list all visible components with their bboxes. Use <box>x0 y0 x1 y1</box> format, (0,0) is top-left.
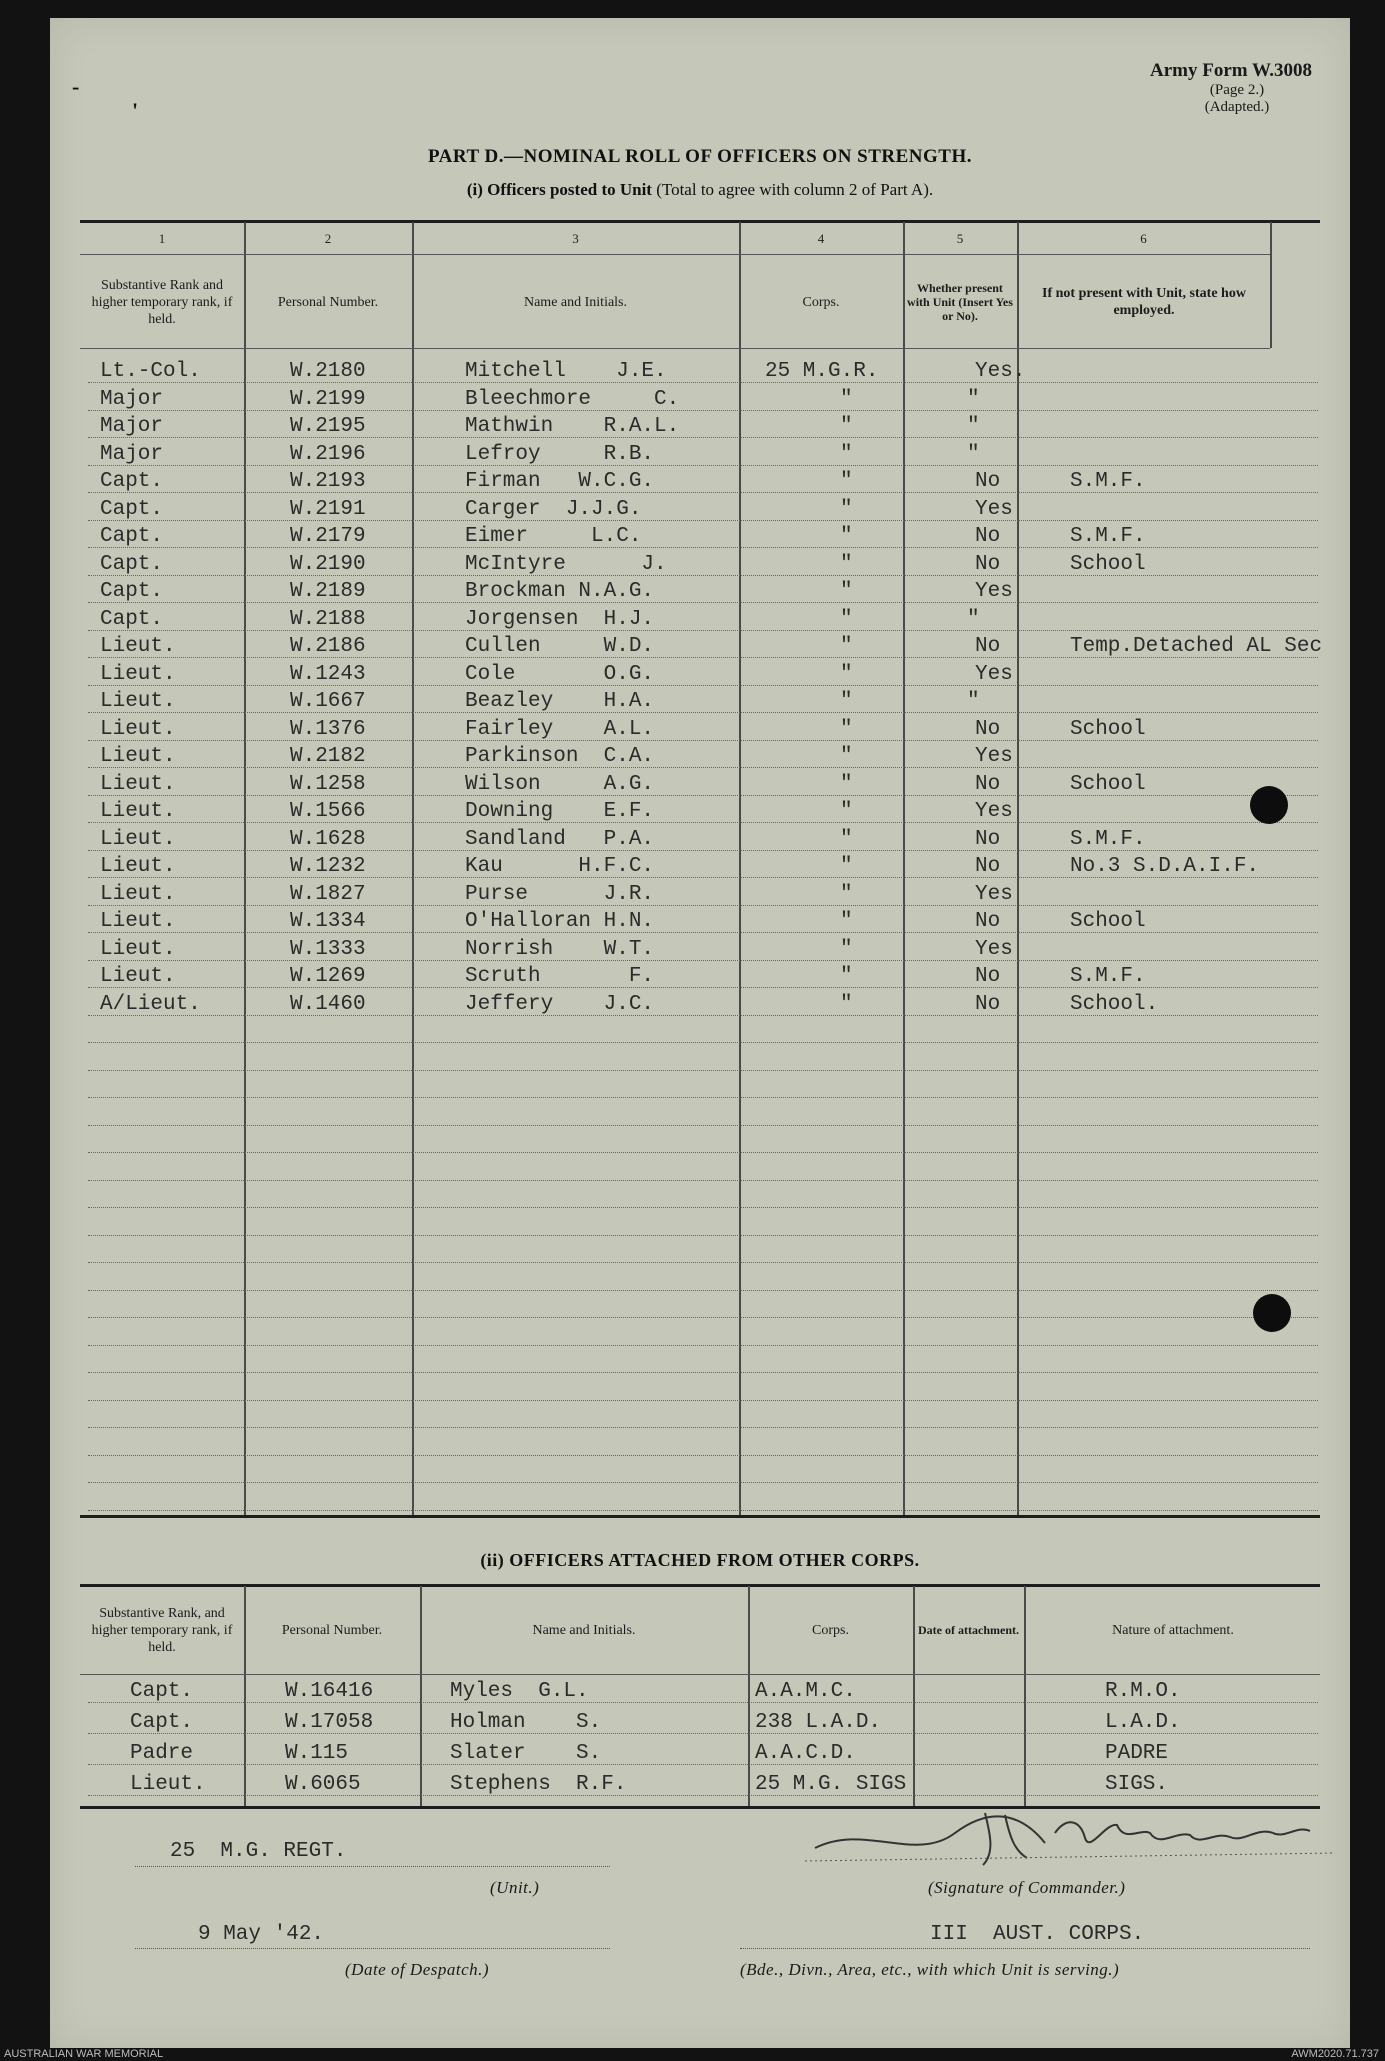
present-cell: No <box>975 992 1001 1016</box>
table-row <box>88 1431 1318 1458</box>
table-row <box>88 441 1318 468</box>
dotted-line <box>88 960 1318 961</box>
personal-number-cell: W.1667 <box>290 690 366 713</box>
personal-number-cell: W.1376 <box>290 717 366 741</box>
dotted-line <box>88 1510 1318 1511</box>
employment-cell: S.M.F. <box>1070 827 1146 851</box>
punch-hole <box>1250 786 1288 824</box>
formation-line <box>740 1948 1310 1949</box>
dotted-line <box>88 1070 1318 1071</box>
corps-cell: " <box>840 442 853 466</box>
table-row <box>88 991 1318 1018</box>
personal-number-cell: W.2182 <box>290 745 366 768</box>
corps-cell: " <box>840 690 853 713</box>
name-cell: Wilson A.G. <box>465 772 655 796</box>
table-row <box>88 496 1318 523</box>
personal-number-cell: W.2196 <box>290 442 366 466</box>
header-employed: If not present with Unit, state how employed. <box>1042 286 1246 318</box>
employment-cell: S.M.F. <box>1070 470 1146 493</box>
corps-cell: 25 M.G. SIGS <box>755 1773 907 1796</box>
table-row <box>88 743 1318 770</box>
rank-cell: Lieut. <box>100 882 176 906</box>
corps-cell: " <box>840 855 853 878</box>
personal-number-cell: W.2191 <box>290 497 366 521</box>
present-cell: " <box>967 415 980 438</box>
corps-cell: " <box>840 992 853 1016</box>
table-row <box>88 1073 1318 1100</box>
rank-cell: Capt. <box>130 1680 194 1703</box>
corps-cell: " <box>840 800 853 823</box>
table-rule <box>80 1515 1320 1518</box>
present-cell: Yes <box>975 745 1013 768</box>
header-name: Name and Initials. <box>523 294 628 310</box>
rank-cell: Capt. <box>100 470 164 493</box>
dotted-line <box>88 905 1318 906</box>
name-cell: Parkinson C.A. <box>465 745 655 768</box>
attached-header-corps: Corps. <box>812 1622 849 1638</box>
rank-cell: Capt. <box>100 525 164 548</box>
employment-cell: School <box>1070 552 1146 576</box>
table-row <box>88 881 1318 908</box>
table-row <box>88 1348 1318 1375</box>
table-row <box>88 1128 1318 1155</box>
dotted-line <box>88 1042 1318 1043</box>
attachment-nature-cell: L.A.D. <box>1105 1711 1181 1734</box>
dotted-line <box>88 1180 1318 1181</box>
formation-label: (Bde., Divn., Area, etc., with which Unit is serving.) <box>740 1960 1120 1979</box>
personal-number-cell: W.1334 <box>290 910 366 933</box>
present-cell: No <box>975 910 1001 933</box>
table-row <box>88 551 1318 578</box>
dotted-line <box>88 520 1318 521</box>
signature-label: (Signature of Commander.) <box>928 1878 1126 1897</box>
dotted-line <box>88 1455 1318 1456</box>
attached-header-date: Date of attachment. <box>918 1623 1019 1637</box>
table-row <box>88 1403 1318 1430</box>
corps-cell: " <box>840 772 853 796</box>
dotted-line <box>88 1235 1318 1236</box>
rank-cell: Major <box>100 442 164 466</box>
corps-cell: " <box>840 635 853 658</box>
rank-cell: Lieut. <box>100 690 176 713</box>
rank-cell: Lieut. <box>100 910 176 933</box>
table-row <box>88 853 1318 880</box>
dotted-line <box>88 1290 1318 1291</box>
table-row <box>88 358 1318 385</box>
table-rule <box>80 1674 1320 1675</box>
table-rule <box>80 1584 1320 1587</box>
attached-header-nature: Nature of attachment. <box>1112 1622 1234 1638</box>
present-cell: No <box>975 855 1001 878</box>
table-row <box>88 1018 1318 1045</box>
corps-cell: " <box>840 882 853 906</box>
unit-label: (Unit.) <box>490 1878 540 1897</box>
personal-number-cell: W.2189 <box>290 580 366 603</box>
name-cell: Stephens R.F. <box>450 1773 627 1796</box>
dotted-line <box>88 712 1318 713</box>
present-cell: No <box>975 827 1001 851</box>
name-cell: Slater S. <box>450 1742 602 1765</box>
table-row <box>88 1293 1318 1320</box>
rank-cell: Lieut. <box>100 800 176 823</box>
column-number: 3 <box>572 231 579 246</box>
present-cell: No <box>975 965 1001 988</box>
dotted-line <box>88 630 1318 631</box>
personal-number-cell: W.2188 <box>290 607 366 631</box>
personal-number-cell: W.2190 <box>290 552 366 576</box>
personal-number-cell: W.1269 <box>290 965 366 988</box>
column-divider <box>1270 222 1272 348</box>
table-row <box>88 1376 1318 1403</box>
present-cell: Yes <box>975 662 1013 686</box>
corps-cell: " <box>840 415 853 438</box>
archive-name: AUSTRALIAN WAR MEMORIAL <box>4 2048 164 2060</box>
name-cell: Brockman N.A.G. <box>465 580 655 603</box>
corps-cell: 238 L.A.D. <box>755 1711 882 1734</box>
personal-number-cell: W.6065 <box>285 1773 361 1796</box>
employment-cell: S.M.F. <box>1070 965 1146 988</box>
dotted-line <box>88 1427 1318 1428</box>
employment-cell: No.3 S.D.A.I.F. <box>1070 855 1260 878</box>
table-rule <box>80 220 1320 223</box>
table-row <box>88 1238 1318 1265</box>
corps-cell: " <box>840 387 853 411</box>
personal-number-cell: W.2199 <box>290 387 366 411</box>
corps-cell: " <box>840 497 853 521</box>
personal-number-cell: W.2180 <box>290 360 366 383</box>
dotted-line <box>88 1482 1318 1483</box>
commander-signature <box>805 1803 1345 1873</box>
table-row <box>88 771 1318 798</box>
rank-cell: Capt. <box>100 497 164 521</box>
table-row <box>88 1046 1318 1073</box>
form-number: Army Form W.3008 <box>1149 60 1312 81</box>
column-number: 2 <box>324 231 332 246</box>
name-cell: Fairley A.L. <box>465 717 655 741</box>
despatch-date-value: 9 May '42. <box>198 1923 325 1946</box>
dotted-line <box>88 1345 1318 1346</box>
rank-cell: Lieut. <box>100 827 176 851</box>
dotted-line <box>88 437 1318 438</box>
table-row <box>88 1101 1318 1128</box>
present-cell: Yes <box>975 882 1013 906</box>
unit-value: 25 M.G. REGT. <box>170 1840 347 1863</box>
dotted-line <box>88 465 1318 466</box>
column-number: 1 <box>158 231 166 246</box>
employment-cell: School <box>1070 910 1146 933</box>
attachment-nature-cell: R.M.O. <box>1105 1680 1181 1703</box>
personal-number-cell: W.2193 <box>290 470 366 493</box>
dotted-line <box>88 767 1318 768</box>
document-sheet <box>50 18 1350 2048</box>
table-row <box>88 523 1318 550</box>
present-cell: No <box>975 717 1001 741</box>
present-cell: Yes <box>975 497 1013 521</box>
attachment-nature-cell: SIGS. <box>1105 1773 1169 1796</box>
table-row <box>88 1266 1318 1293</box>
corps-cell: " <box>840 607 853 631</box>
rank-cell: Lieut. <box>100 662 176 686</box>
name-cell: Scruth F. <box>465 965 655 988</box>
name-cell: Jeffery J.C. <box>465 992 655 1016</box>
corps-cell: " <box>840 827 853 851</box>
form-page: (Page 2.) <box>1209 82 1265 98</box>
name-cell: Norrish W.T. <box>465 937 655 961</box>
header-present: Whether present with Unit (Insert Yes or No). <box>907 281 1013 323</box>
part-ii-title: (ii) OFFICERS ATTACHED FROM OTHER CORPS. <box>480 1550 920 1570</box>
unit-line <box>135 1866 610 1867</box>
rank-cell: Padre <box>130 1742 194 1765</box>
pencil-mark: ' <box>132 98 139 123</box>
table-row <box>88 606 1318 633</box>
rank-cell: Lieut. <box>100 635 176 658</box>
table-row <box>88 1486 1318 1513</box>
present-cell: Yes. <box>975 360 1026 383</box>
dotted-line <box>88 1317 1318 1318</box>
table-rule <box>80 348 1270 349</box>
name-cell: Bleechmore C. <box>465 387 680 411</box>
rank-cell: A/Lieut. <box>100 992 201 1016</box>
dotted-line <box>88 822 1318 823</box>
corps-cell: A.A.C.D. <box>755 1742 856 1765</box>
name-cell: Eimer L.C. <box>465 525 642 548</box>
employment-cell: School <box>1070 717 1146 741</box>
rank-cell: Major <box>100 415 164 438</box>
personal-number-cell: W.17058 <box>285 1711 374 1734</box>
table-row <box>88 936 1318 963</box>
rank-cell: Capt. <box>100 607 164 631</box>
rank-cell: Major <box>100 387 164 411</box>
table-rule <box>80 254 1270 255</box>
employment-cell: S.M.F. <box>1070 525 1146 548</box>
personal-number-cell: W.1460 <box>290 992 366 1016</box>
column-number: 5 <box>956 231 964 246</box>
table-row <box>88 1740 1318 1767</box>
name-cell: Firman W.C.G. <box>465 470 655 493</box>
employment-cell: Temp.Detached AL Sec <box>1070 635 1323 658</box>
name-cell: Cole O.G. <box>465 662 655 686</box>
formation-value: III AUST. CORPS. <box>930 1923 1145 1946</box>
dotted-line <box>88 410 1318 411</box>
present-cell: Yes <box>975 937 1013 961</box>
attached-header-number: Personal Number. <box>281 1622 383 1638</box>
table-row <box>88 1321 1318 1348</box>
rank-cell: Lieut. <box>130 1773 206 1796</box>
employment-cell: School. <box>1070 992 1159 1016</box>
dotted-line <box>88 602 1318 603</box>
name-cell: O'Halloran H.N. <box>465 910 655 933</box>
part-d-subtitle <box>50 180 1350 200</box>
table-row <box>88 468 1318 495</box>
table-row <box>88 826 1318 853</box>
present-cell: No <box>975 772 1001 796</box>
table-row <box>88 413 1318 440</box>
personal-number-cell: W.1566 <box>290 800 366 823</box>
rank-cell: Lieut. <box>100 855 176 878</box>
present-cell: " <box>967 607 980 631</box>
table-row <box>88 1211 1318 1238</box>
personal-number-cell: W.2179 <box>290 525 366 548</box>
corps-cell: A.A.M.C. <box>755 1680 856 1703</box>
corps-cell: " <box>840 662 853 686</box>
name-cell: Jorgensen H.J. <box>465 607 655 631</box>
column-number: 6 <box>1140 231 1147 246</box>
attachment-nature-cell: PADRE <box>1105 1742 1169 1765</box>
corps-cell: " <box>840 965 853 988</box>
dotted-line <box>88 1372 1318 1373</box>
dotted-line <box>88 1207 1318 1208</box>
dotted-line <box>88 382 1318 383</box>
name-cell: Lefroy R.B. <box>465 442 655 466</box>
corps-cell: " <box>840 910 853 933</box>
name-cell: Cullen W.D. <box>465 635 655 658</box>
part-d-title: PART D.—NOMINAL ROLL OF OFFICERS ON STRENGTH. <box>427 146 973 167</box>
archive-strip <box>0 2048 1385 2061</box>
name-cell: Downing E.F. <box>465 800 655 823</box>
table-row <box>88 1156 1318 1183</box>
corps-cell: " <box>840 552 853 576</box>
present-cell: " <box>967 690 980 713</box>
name-cell: Sandland P.A. <box>465 827 655 851</box>
personal-number-cell: W.1827 <box>290 882 366 906</box>
present-cell: Yes <box>975 800 1013 823</box>
present-cell: No <box>975 635 1001 658</box>
corps-cell: 25 M.G.R. <box>765 360 879 383</box>
personal-number-cell: W.1333 <box>290 937 366 961</box>
table-row <box>88 1183 1318 1210</box>
employment-cell: School <box>1070 772 1146 796</box>
corps-cell: " <box>840 525 853 548</box>
name-cell: Beazley H.A. <box>465 690 655 713</box>
present-cell: No <box>975 552 1001 576</box>
attached-header-rank: Substantive Rank, and higher temporary rank, if held. <box>91 1605 233 1655</box>
corps-cell: " <box>840 745 853 768</box>
name-cell: Holman S. <box>450 1711 602 1734</box>
table-row <box>88 633 1323 660</box>
name-cell: Purse J.R. <box>465 882 655 906</box>
header-rank: Substantive Rank and higher temporary rank, if held. <box>91 277 233 327</box>
rank-cell: Lieut. <box>100 937 176 961</box>
pencil-mark: - <box>72 74 80 99</box>
rank-cell: Lieut. <box>100 965 176 988</box>
dotted-line <box>88 1400 1318 1401</box>
table-row <box>88 386 1318 413</box>
rank-cell: Lieut. <box>100 772 176 796</box>
dotted-line <box>88 1152 1318 1153</box>
table-row <box>88 661 1318 688</box>
header-number: Personal Number. <box>277 294 379 310</box>
personal-number-cell: W.16416 <box>285 1680 374 1703</box>
present-cell: Yes <box>975 580 1013 603</box>
rank-cell: Lieut. <box>100 717 176 741</box>
present-cell: No <box>975 470 1001 493</box>
personal-number-cell: W.1232 <box>290 855 366 878</box>
table-row <box>88 1709 1318 1736</box>
name-cell: Myles G.L. <box>450 1680 589 1703</box>
date-line <box>135 1948 610 1949</box>
table-row <box>88 688 1318 715</box>
present-cell: No <box>975 525 1001 548</box>
rank-cell: Capt. <box>100 552 164 576</box>
form-adapted: (Adapted.) <box>1204 99 1270 115</box>
corps-cell: " <box>840 717 853 741</box>
personal-number-cell: W.1258 <box>290 772 366 796</box>
personal-number-cell: W.2195 <box>290 415 366 438</box>
part-d-subtitle-rest: (Total to agree with column 2 of Part A). <box>651 180 934 199</box>
name-cell: McIntyre J. <box>465 552 667 576</box>
rank-cell: Lt.-Col. <box>100 360 201 383</box>
date-label: (Date of Despatch.) <box>345 1960 490 1979</box>
corps-cell: " <box>840 470 853 493</box>
table-row <box>88 1678 1318 1705</box>
corps-cell: " <box>840 937 853 961</box>
form-identifier <box>1150 60 1312 116</box>
personal-number-cell: W.2186 <box>290 635 366 658</box>
rank-cell: Capt. <box>130 1711 194 1734</box>
table-row <box>88 716 1318 743</box>
table-row <box>88 1771 1318 1798</box>
part-d-subtitle-bold: (i) Officers posted to Unit <box>466 180 652 199</box>
name-cell: Kau H.F.C. <box>465 855 655 878</box>
table-row <box>88 578 1318 605</box>
personal-number-cell: W.1628 <box>290 827 366 851</box>
dotted-line <box>88 1125 1318 1126</box>
rank-cell: Lieut. <box>100 745 176 768</box>
dotted-line <box>88 685 1318 686</box>
name-cell: Mathwin R.A.L. <box>465 415 680 438</box>
archive-reference: AWM2020.71.737 <box>1291 2048 1379 2060</box>
personal-number-cell: W.1243 <box>290 662 366 686</box>
corps-cell: " <box>840 580 853 603</box>
rank-cell: Capt. <box>100 580 164 603</box>
table-row <box>88 1458 1318 1485</box>
name-cell: Carger J.J.G. <box>465 497 642 521</box>
table-row <box>88 908 1318 935</box>
attached-header-name: Name and Initials. <box>532 1622 636 1638</box>
present-cell: " <box>967 442 980 466</box>
dotted-line <box>88 1097 1318 1098</box>
table-row <box>88 798 1318 825</box>
personal-number-cell: W.115 <box>285 1742 349 1765</box>
dotted-line <box>88 1262 1318 1263</box>
column-number: 4 <box>817 231 825 246</box>
present-cell: " <box>967 387 980 411</box>
table-row <box>88 963 1318 990</box>
header-corps: Corps. <box>802 294 840 310</box>
name-cell: Mitchell J.E. <box>465 360 667 383</box>
punch-hole <box>1253 1294 1291 1332</box>
